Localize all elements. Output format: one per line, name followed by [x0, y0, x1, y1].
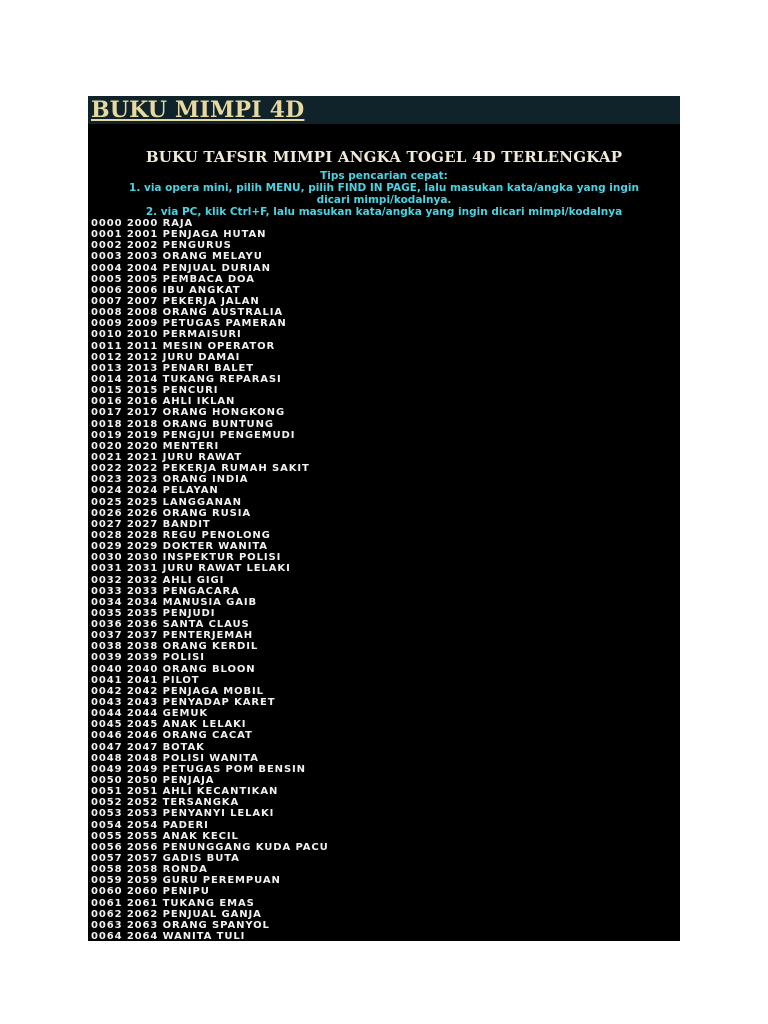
list-item: 0023 2023 ORANG INDIA: [91, 474, 249, 486]
tips-line-2: 2. via PC, klik Ctrl+F, lalu masukan kata/angka yang ingin dicari mimpi/kodalnya: [145, 206, 623, 218]
list-item: 0047 2047 BOTAK: [91, 741, 205, 753]
page-title[interactable]: BUKU MIMPI 4D: [91, 97, 305, 123]
list-item: 0053 2053 PENYANYI LELAKI: [91, 808, 275, 820]
list-item: 0021 2021 JURU RAWAT: [91, 451, 243, 463]
list-item: 0020 2020 MENTERI: [91, 440, 220, 452]
tips-line-1-continued: dicari mimpi/kodalnya.: [316, 194, 452, 206]
list-item: 0009 2009 PETUGAS PAMERAN: [91, 318, 287, 330]
list-item: 0025 2025 LANGGANAN: [91, 496, 242, 508]
list-item: 0012 2012 JURU DAMAI: [91, 351, 241, 363]
list-item: 0017 2017 ORANG HONGKONG: [91, 407, 286, 419]
list-item: 0029 2029 DOKTER WANITA: [91, 541, 268, 553]
list-item: 0001 2001 PENJAGA HUTAN: [91, 229, 267, 241]
list-item: 0054 2054 PADERI: [91, 819, 209, 831]
list-item: 0063 2063 ORANG SPANYOL: [91, 919, 270, 931]
list-item: 0062 2062 PENJUAL GANJA: [91, 908, 262, 920]
list-item: 0048 2048 POLISI WANITA: [91, 752, 259, 764]
list-item: 0040 2040 ORANG BLOON: [91, 663, 256, 675]
list-item: 0060 2060 PENIPU: [91, 886, 210, 898]
search-tips: [88, 170, 680, 218]
list-item: 0022 2022 PEKERJA RUMAH SAKIT: [91, 463, 310, 475]
list-item: 0051 2051 AHLI KECANTIKAN: [91, 786, 279, 798]
list-item: 0000 2000 RAJA: [91, 218, 194, 229]
list-item: 0064 2064 WANITA TULI: [91, 931, 246, 941]
list-item: 0049 2049 PETUGAS POM BENSIN: [91, 763, 306, 775]
list-item: 0043 2043 PENYADAP KARET: [91, 697, 276, 709]
list-item: 0050 2050 PENJAJA: [91, 775, 215, 787]
list-item: 0045 2045 ANAK LELAKI: [91, 719, 247, 731]
tips-line-1: 1. via opera mini, pilih MENU, pilih FIND IN PAGE, lalu masukan kata/angka yang ingin: [129, 182, 639, 194]
list-item: 0034 2034 MANUSIA GAIB: [91, 596, 258, 608]
list-item: 0046 2046 ORANG CACAT: [91, 730, 253, 742]
list-item: 0013 2013 PENARI BALET: [91, 362, 254, 374]
list-item: 0044 2044 GEMUK: [91, 708, 208, 720]
header-bar: [88, 96, 680, 124]
list-item: 0010 2010 PERMAISURI: [91, 329, 242, 341]
list-item: 0011 2011 MESIN OPERATOR: [91, 340, 276, 352]
list-item: 0061 2061 TUKANG EMAS: [91, 897, 255, 909]
dream-code-list: [91, 218, 677, 941]
list-item: 0037 2037 PENTERJEMAH: [91, 630, 254, 642]
list-item: 0019 2019 PENGJUI PENGEMUDI: [91, 429, 296, 441]
list-item: 0038 2038 ORANG KERDIL: [91, 641, 259, 653]
list-item: 0032 2032 AHLI GIGI: [91, 574, 225, 586]
list-item: 0058 2058 RONDA: [91, 864, 208, 876]
list-item: 0026 2026 ORANG RUSIA: [91, 507, 252, 519]
list-item: 0014 2014 TUKANG REPARASI: [91, 373, 282, 385]
list-item: 0015 2015 PENCURI: [91, 385, 219, 397]
list-item: 0057 2057 GADIS BUTA: [91, 853, 240, 865]
list-item: 0033 2033 PENGACARA: [91, 585, 240, 597]
list-item: 0004 2004 PENJUAL DURIAN: [91, 262, 271, 274]
list-item: 0006 2006 IBU ANGKAT: [91, 284, 241, 296]
list-item: 0055 2055 ANAK KECIL: [91, 830, 239, 842]
list-item: 0024 2024 PELAYAN: [91, 485, 219, 497]
list-item: 0028 2028 REGU PENOLONG: [91, 529, 271, 541]
list-item: 0016 2016 AHLI IKLAN: [91, 396, 236, 408]
list-item: 0031 2031 JURU RAWAT LELAKI: [91, 563, 291, 575]
tips-heading: Tips pencarian cepat:: [320, 170, 448, 182]
list-item: 0036 2036 SANTA CLAUS: [91, 619, 250, 631]
document-page: [88, 96, 680, 941]
list-item: 0008 2008 ORANG AUSTRALIA: [91, 307, 283, 319]
document-subtitle: BUKU TAFSIR MIMPI ANGKA TOGEL 4D TERLENGKAP: [145, 148, 623, 166]
list-item: 0027 2027 BANDIT: [91, 518, 211, 530]
list-item: 0059 2059 GURU PEREMPUAN: [91, 875, 281, 887]
list-item: 0052 2052 TERSANGKA: [91, 797, 240, 809]
list-item: 0002 2002 PENGURUS: [91, 240, 232, 252]
list-item: 0042 2042 PENJAGA MOBIL: [91, 685, 264, 697]
list-item: 0005 2005 PEMBACA DOA: [91, 273, 255, 285]
list-item: 0003 2003 ORANG MELAYU: [91, 251, 263, 263]
list-item: 0030 2030 INSPEKTUR POLISI: [91, 552, 282, 564]
list-item: 0018 2018 ORANG BUNTUNG: [91, 418, 274, 430]
list-item: 0056 2056 PENUNGGANG KUDA PACU: [91, 841, 329, 853]
list-item: 0035 2035 PENJUDI: [91, 607, 216, 619]
list-item: 0039 2039 POLISI: [91, 652, 205, 664]
list-item: 0007 2007 PEKERJA JALAN: [91, 295, 260, 307]
list-item: 0041 2041 PILOT: [91, 674, 200, 686]
